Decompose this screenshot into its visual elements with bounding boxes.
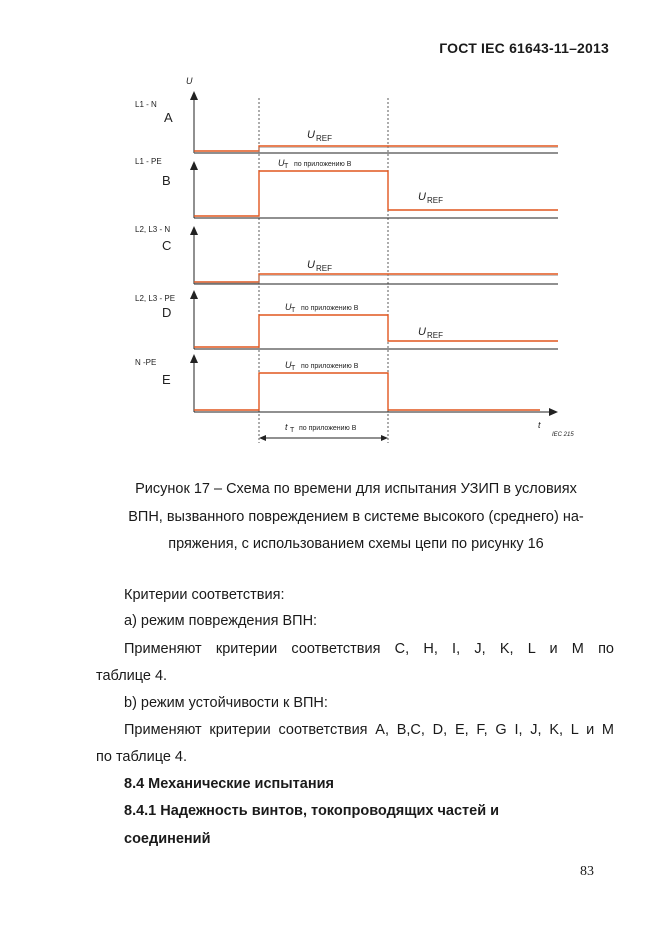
row-a-uref-main: U	[307, 129, 315, 141]
row-c-uref-sub: REF	[316, 264, 332, 273]
row-d-uref-sub: REF	[427, 331, 443, 340]
row-d-conn: L2, L3 - PE	[135, 294, 176, 303]
row-b-uref-sub: REF	[427, 196, 443, 205]
row-a-signal	[194, 146, 558, 151]
item-a: a) режим повреждения ВПН:	[124, 613, 318, 629]
row-b-annex: по приложению В	[294, 161, 352, 168]
tt-label-sub: T	[290, 427, 295, 434]
row-d-annex: по приложению В	[301, 305, 359, 312]
section-8-4-1-heading-line-2: соединений	[124, 831, 211, 847]
row-d-ut-sub: T	[291, 307, 296, 314]
row-d-ut-main: U	[285, 302, 292, 312]
tt-label-main: t	[285, 422, 288, 432]
criteria-heading: Критерии соответствия:	[124, 587, 285, 603]
t-axis-label: t	[538, 420, 541, 430]
page-number: 83	[580, 864, 594, 879]
row-b-uref-main: U	[418, 191, 426, 203]
caption-line-2: ВПН, вызванного повреждением в системе высокого (среднего) на-	[128, 509, 584, 525]
tt-arrow-right	[381, 435, 388, 441]
apply-a-line-1: Применяют критерии соответствия C, H, I, J, K, L и M по	[124, 641, 614, 657]
apply-a-line-2: таблице 4.	[96, 668, 168, 684]
row-e-ut-sub: T	[291, 365, 296, 372]
row-b-ut-main: U	[278, 158, 285, 168]
row-b-letter: B	[162, 173, 171, 188]
row-a-uref-sub: REF	[316, 134, 332, 143]
row-e-arrow	[190, 354, 198, 363]
iec-mark: IEC 215	[552, 432, 574, 438]
section-8-4-1-heading-line-1: 8.4.1 Надежность винтов, токопроводящих частей и	[124, 803, 500, 819]
row-b-arrow	[190, 161, 198, 170]
row-a-arrow	[190, 91, 198, 100]
standard-header: ГОСТ IEC 61643-11–2013	[439, 40, 609, 56]
row-c-letter: C	[162, 238, 172, 253]
row-e-signal	[194, 373, 540, 410]
u-axis-label: U	[186, 76, 193, 86]
row-e-ut-main: U	[285, 360, 292, 370]
caption-line-1: Рисунок 17 – Схема по времени для испытания УЗИП в условиях	[135, 481, 577, 497]
tt-arrow-left	[259, 435, 266, 441]
section-8-4-heading: 8.4 Механические испытания	[124, 776, 334, 792]
row-c-arrow	[190, 226, 198, 235]
row-e-letter: E	[162, 372, 171, 387]
row-a-signal-shadow	[194, 148, 558, 153]
row-c-conn: L2, L3 - N	[135, 225, 171, 234]
row-b-signal	[194, 171, 558, 216]
item-b: b) режим устойчивости к ВПН:	[124, 695, 328, 711]
row-b-conn: L1 - PE	[135, 157, 162, 166]
apply-b-line-2: по таблице 4.	[96, 749, 188, 765]
row-a-letter: A	[164, 110, 173, 125]
row-c-uref-main: U	[307, 259, 315, 271]
row-d-arrow	[190, 290, 198, 299]
row-e-annex: по приложению В	[301, 363, 359, 370]
time-axis-arrow	[549, 408, 558, 416]
row-d-letter: D	[162, 305, 172, 320]
apply-b-line-1: Применяют критерии соответствия A, B,C, D, E, F, G I, J, K, L и M	[124, 722, 614, 738]
row-b-ut-sub: T	[284, 163, 289, 170]
row-a-conn: L1 - N	[135, 100, 157, 109]
row-e-conn: N -PE	[135, 358, 157, 367]
tt-label-annex: по приложению В	[299, 425, 357, 432]
caption-line-3: пряжения, с использованием схемы цепи по рисунку 16	[168, 536, 544, 552]
row-d-signal	[194, 315, 558, 347]
row-d-uref-main: U	[418, 326, 426, 338]
timing-diagram	[0, 0, 661, 460]
